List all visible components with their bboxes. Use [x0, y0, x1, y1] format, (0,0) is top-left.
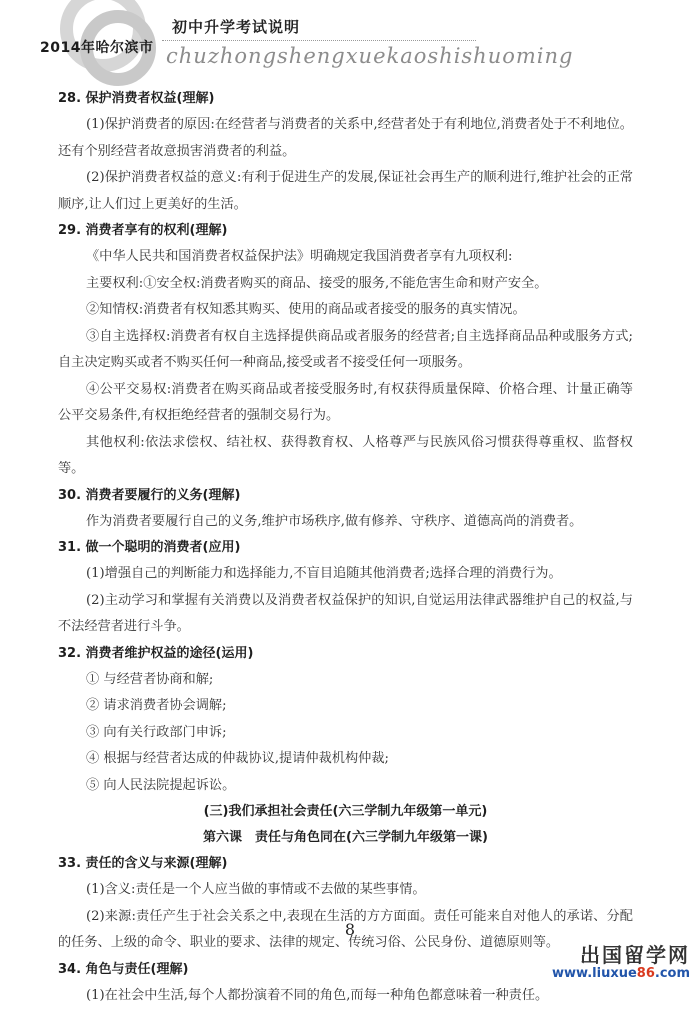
section-31 — [58, 535, 633, 641]
paragraph: 其他权利:依法求偿权、结社权、获得教育权、人格尊严与民族风俗习惯获得尊重权、监督权等。 — [58, 430, 633, 483]
watermark-url — [552, 966, 690, 982]
header-pinyin: chuzhongshengxuekaoshishuoming — [166, 44, 573, 68]
unit-title: (三)我们承担社会责任(六三学制九年级第一单元) — [58, 799, 633, 825]
list-item: ④ 根据与经营者达成的仲裁协议,提请仲裁机构仲裁; — [58, 746, 633, 773]
section-30 — [58, 483, 633, 536]
list-item: ② 请求消费者协会调解; — [58, 693, 633, 720]
paragraph: 主要权利:①安全权:消费者购买的商品、接受的服务,不能危害生命和财产安全。 — [58, 271, 633, 298]
section-heading: 29. 消费者享有的权利(理解) — [58, 218, 633, 244]
list-item: ① 与经营者协商和解; — [58, 667, 633, 694]
watermark — [552, 944, 690, 982]
watermark-url-suffix: .com — [655, 966, 690, 981]
paragraph: ④公平交易权:消费者在购买商品或者接受服务时,有权获得质量保障、价格合理、计量正确等公平交易条件,有权拒绝经营者的强制交易行为。 — [58, 377, 633, 430]
list-item: ③ 向有关行政部门申诉; — [58, 720, 633, 747]
page-content — [58, 86, 633, 1009]
watermark-name: 出国留学网 — [552, 944, 690, 966]
paragraph: ②知情权:消费者有权知悉其购买、使用的商品或者接受的服务的真实情况。 — [58, 297, 633, 324]
paragraph: (2)主动学习和掌握有关消费以及消费者权益保护的知识,自觉运用法律武器维护自己的权益,与不法经营者进行斗争。 — [58, 588, 633, 641]
paragraph: (1)含义:责任是一个人应当做的事情或不去做的某些事情。 — [58, 877, 633, 904]
page-number: 8 — [0, 920, 700, 939]
section-28 — [58, 86, 633, 218]
watermark-url-highlight: 86 — [637, 966, 655, 981]
section-33 — [58, 851, 633, 957]
paragraph: (1)在社会中生活,每个人都扮演着不同的角色,而每一种角色都意味着一种责任。 — [58, 983, 633, 1009]
section-34 — [58, 957, 633, 1009]
paragraph: 作为消费者要履行自己的义务,维护市场秩序,做有修养、守秩序、道德高尚的消费者。 — [58, 509, 633, 536]
paragraph: 《中华人民共和国消费者权益保护法》明确规定我国消费者享有九项权利: — [58, 244, 633, 271]
header-city: 2014年哈尔滨市 — [40, 37, 153, 57]
header-divider — [162, 40, 476, 41]
section-heading: 28. 保护消费者权益(理解) — [58, 86, 633, 112]
lesson-title: 第六课 责任与角色同在(六三学制九年级第一课) — [58, 825, 633, 851]
paragraph: (2)来源:责任产生于社会关系之中,表现在生活的方方面面。责任可能来自对他人的承诺、分配的任务、上级的命令、职业的要求、法律的规定、传统习俗、公民身份、道德原则等。 — [58, 904, 633, 957]
page-header — [0, 0, 700, 80]
watermark-url-prefix: www.liuxue — [552, 966, 637, 981]
paragraph: (1)增强自己的判断能力和选择能力,不盲目追随其他消费者;选择合理的消费行为。 — [58, 561, 633, 588]
section-32 — [58, 641, 633, 800]
section-29 — [58, 218, 633, 483]
paragraph: (2)保护消费者权益的意义:有利于促进生产的发展,保证社会再生产的顺利进行,维护社会的正常顺序,让人们过上更美好的生活。 — [58, 165, 633, 218]
paragraph: ③自主选择权:消费者有权自主选择提供商品或者服务的经营者;自主选择商品品种或服务方式;自主决定购买或者不购买任何一种商品,接受或者不接受任何一项服务。 — [58, 324, 633, 377]
header-title: 初中升学考试说明 — [172, 16, 300, 37]
section-heading: 31. 做一个聪明的消费者(应用) — [58, 535, 633, 561]
section-heading: 32. 消费者维护权益的途径(运用) — [58, 641, 633, 667]
section-heading: 33. 责任的含义与来源(理解) — [58, 851, 633, 877]
paragraph: (1)保护消费者的原因:在经营者与消费者的关系中,经营者处于有利地位,消费者处于不利地位。还有个别经营者故意损害消费者的利益。 — [58, 112, 633, 165]
list-item: ⑤ 向人民法院提起诉讼。 — [58, 773, 633, 800]
section-heading: 30. 消费者要履行的义务(理解) — [58, 483, 633, 509]
section-heading: 34. 角色与责任(理解) — [58, 957, 633, 983]
